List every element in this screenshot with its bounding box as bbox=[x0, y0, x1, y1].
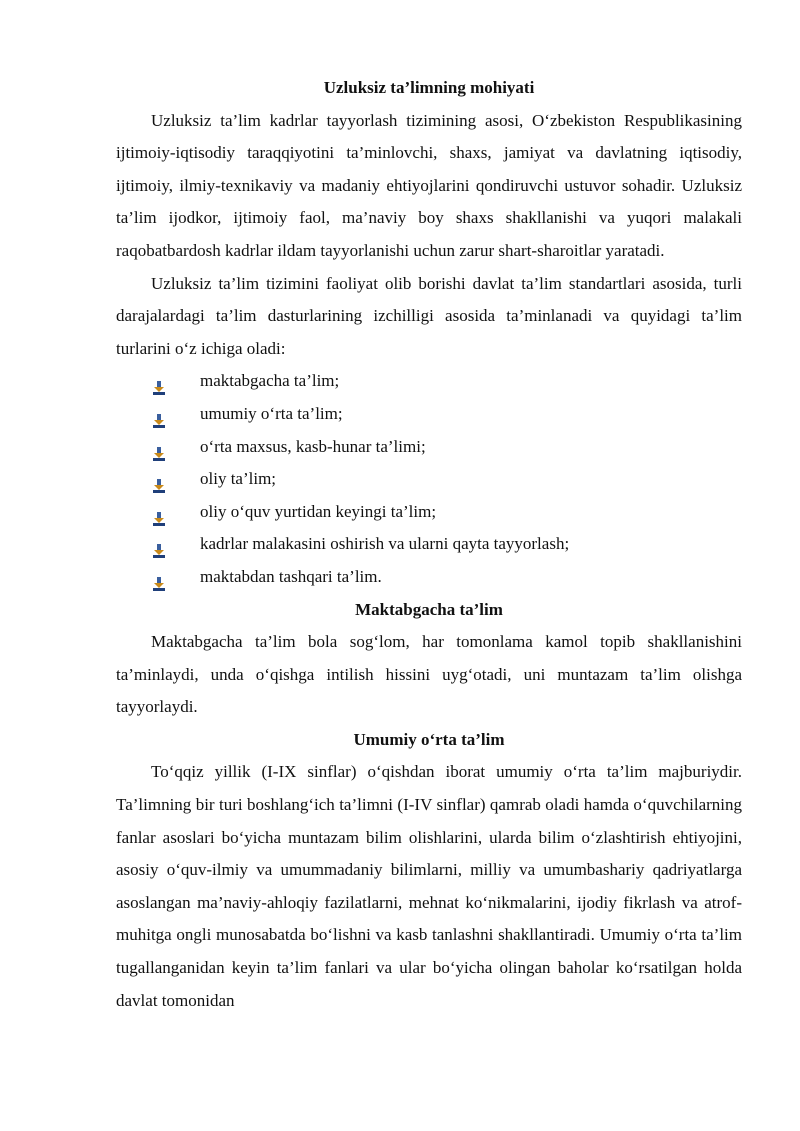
list-item-text: o‘rta maxsus, kasb-hunar ta’limi; bbox=[200, 436, 426, 456]
paragraph-preschool: Maktabgacha ta’lim bola sog‘lom, har tomonlama kamol topib shakllanishini ta’minlaydi, unda o‘qishga intilish hissini uyg‘otadi, uni muntazam ta’lim olishga tayyorlaydi. bbox=[116, 632, 742, 717]
list-item bbox=[116, 431, 742, 464]
arrow-down-bullet-icon bbox=[153, 407, 165, 421]
list-item-text: umumiy o‘rta ta’lim; bbox=[200, 403, 343, 423]
document-page bbox=[116, 72, 742, 1017]
education-types-list bbox=[116, 365, 742, 593]
paragraph-general-secondary: To‘qqiz yillik (I-IX sinflar) o‘qishdan iborat umumiy o‘rta ta’lim majburiydir. Ta’limning bir turi boshlang‘ich ta’limni (I-IV sinflar) qamrab oladi hamda o‘quvchilarning fanlar asoslari bo‘yicha muntazam bilim olishlarini, ularda bilim o‘zlashtirish ehtiyojini, asosiy o‘quv-ilmiy va umummadaniy bilimlarni, milliy va umumbashariy qadriyatlarga asoslangan ma’naviy-ahloqiy fazilatlarni, mehnat ko‘nikmalarini, ijodiy fikrlash va atrof-muhitga ongli munosabatda bo‘lishni va kasb tanlashni shakllantiradi. Umumiy o‘rta ta’lim tugallanganidan keyin ta’lim fanlari va ular bo‘yicha olingan baholar ko‘rsatilgan holda davlat tomonidan bbox=[116, 762, 742, 1010]
list-item-text: maktabdan tashqari ta’lim. bbox=[200, 566, 382, 586]
section-title-general-secondary: Umumiy o‘rta ta’lim bbox=[353, 729, 505, 749]
section-title-continuous-education: Uzluksiz ta’limning mohiyati bbox=[323, 78, 535, 97]
arrow-down-bullet-icon bbox=[153, 440, 165, 454]
arrow-down-bullet-icon bbox=[153, 537, 165, 551]
arrow-down-bullet-icon bbox=[153, 472, 165, 486]
list-item-text: maktabgacha ta’lim; bbox=[200, 371, 340, 391]
list-item-text: oliy o‘quv yurtidan keyingi ta’lim; bbox=[200, 501, 437, 521]
arrow-down-bullet-icon bbox=[153, 570, 165, 584]
section-title-preschool: Maktabgacha ta’lim bbox=[355, 599, 503, 619]
arrow-down-bullet-icon bbox=[153, 374, 165, 388]
list-item bbox=[116, 528, 742, 561]
list-item bbox=[116, 561, 742, 594]
paragraph-education-types-intro: Uzluksiz ta’lim tizimini faoliyat olib borishi davlat ta’lim standartlari asosida, turli darajalardagi ta’lim dasturlarining izchilligi asosida ta’minlanadi va quyidagi ta’lim turlarini o‘z ichiga oladi: bbox=[116, 273, 742, 358]
paragraph-continuous-education-definition: Uzluksiz ta’lim kadrlar tayyorlash tizimining asosi, O‘zbekiston Respublikasining ijtimoiy-iqtisodiy taraqqiyotini ta’minlovchi, shaxs, jamiyat va davlatning iqtisodiy, ijtimoiy, ilmiy-texnikaviy va madaniy ehtiyojlarini qondiruvchi ustuvor sohadir. Uzluksiz ta’lim ijodkor, ijtimoiy faol, ma’naviy boy shaxs shakllanishi va yuqori malakali raqobatbardosh kadrlar ildam tayyorlanishi uchun zarur shart-sharoitlar yaratadi. bbox=[116, 110, 742, 260]
list-item-text: kadrlar malakasini oshirish va ularni qayta tayyorlash; bbox=[200, 534, 570, 554]
list-item bbox=[116, 398, 742, 431]
list-item bbox=[116, 365, 742, 398]
list-item-text: oliy ta’lim; bbox=[200, 469, 277, 489]
list-item bbox=[116, 496, 742, 529]
arrow-down-bullet-icon bbox=[153, 505, 165, 519]
list-item bbox=[116, 463, 742, 496]
